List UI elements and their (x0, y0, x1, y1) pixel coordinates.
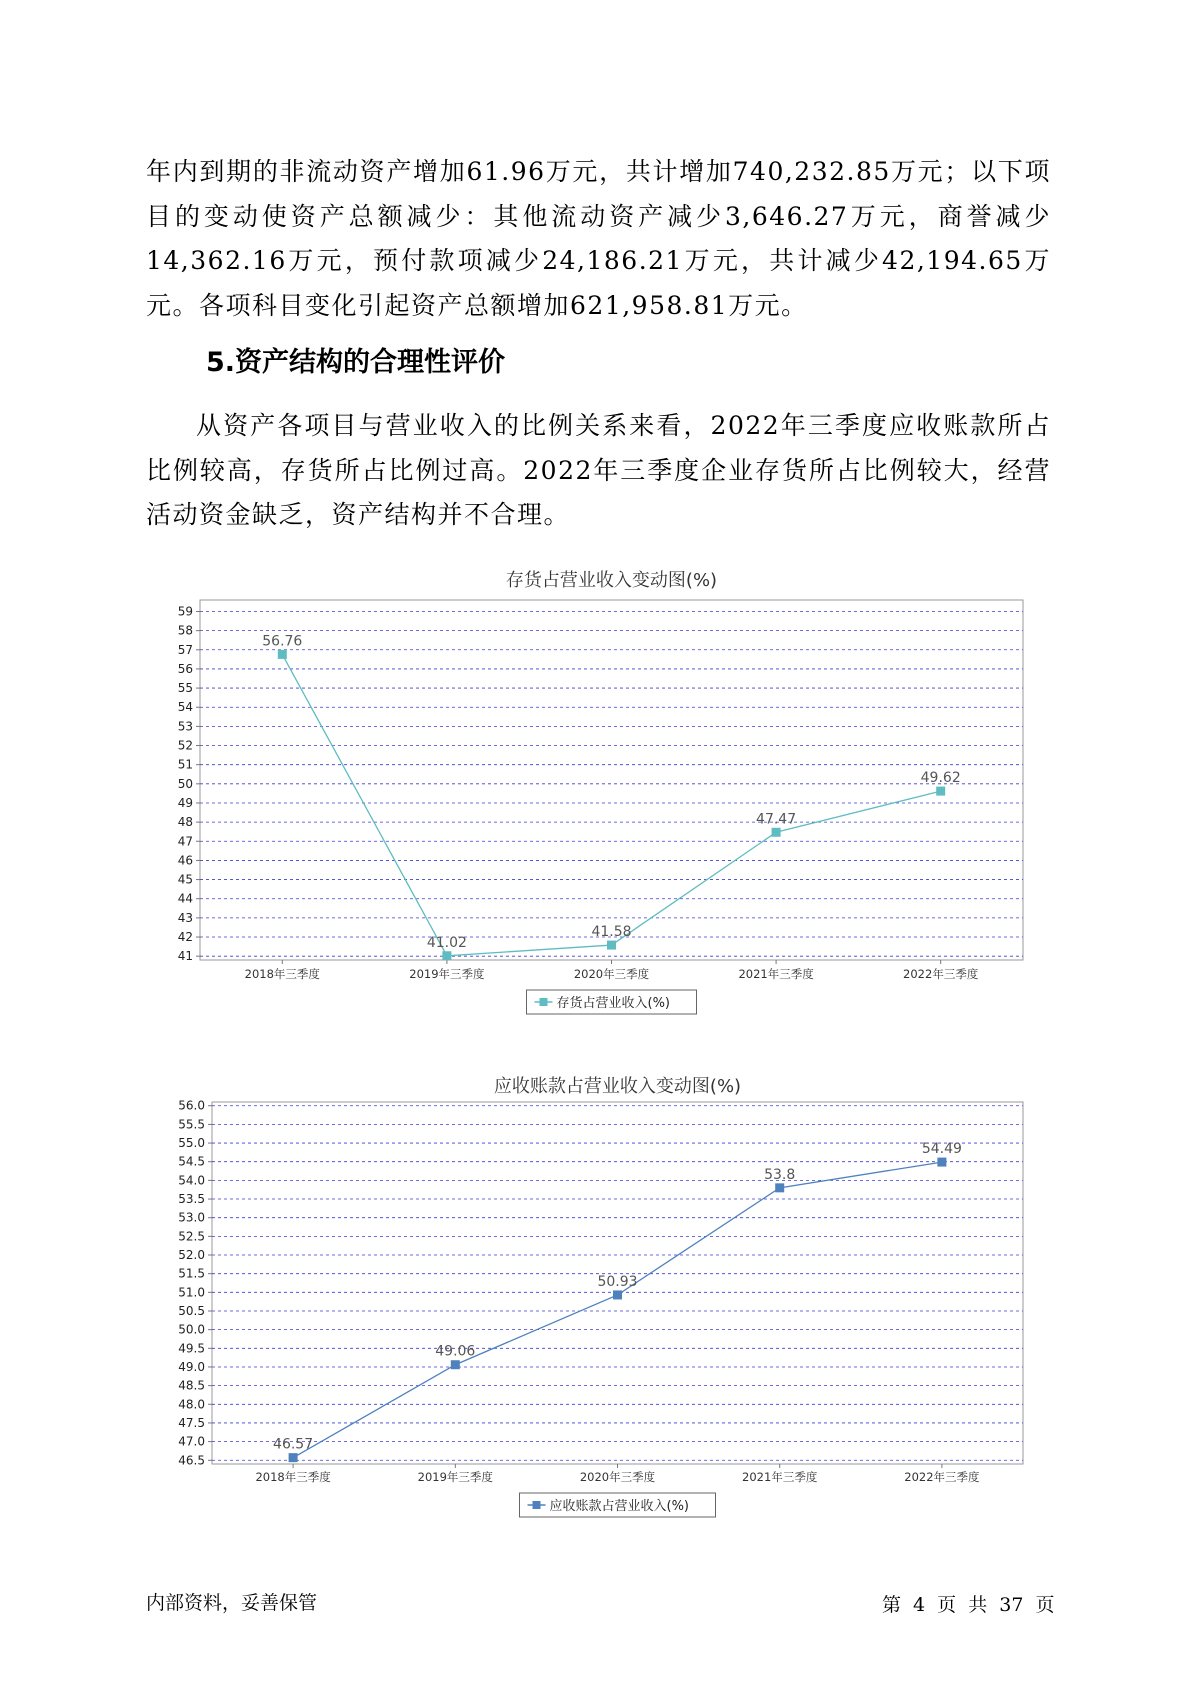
x-tick-label: 2021年三季度 (742, 1470, 818, 1484)
y-tick-label: 53.5 (178, 1192, 205, 1207)
data-label: 50.93 (597, 1273, 638, 1290)
paragraph-text: 年内到期的非流动资产增加61.96万元，共计增加740,232.85万元；以下项目的变动使资产总额减少：其他流动资产减少3,646.27万元，商誉减少14,362.16万元，预付款项减少24,186.21万元，共计减少42,194.65万元。各项科目变化引起资产总额增加621,958.81万元。 (146, 157, 1051, 320)
y-tick-label: 46 (177, 853, 193, 868)
x-tick-label: 2022年三季度 (904, 1470, 980, 1484)
y-tick-label: 44 (177, 891, 193, 906)
y-tick-label: 51 (177, 757, 193, 772)
data-label: 46.57 (273, 1436, 314, 1453)
y-tick-label: 49.5 (178, 1341, 205, 1356)
x-tick-label: 2019年三季度 (409, 967, 485, 981)
data-point (936, 787, 945, 796)
y-tick-label: 56 (177, 661, 193, 676)
y-tick-label: 45 (177, 872, 193, 887)
data-label: 49.62 (920, 770, 961, 787)
legend-label: 应收账款占营业收入(%) (549, 1499, 689, 1514)
y-tick-label: 46.5 (178, 1453, 205, 1468)
data-point (772, 828, 781, 837)
y-tick-label: 49 (177, 795, 193, 810)
data-point (613, 1290, 622, 1299)
y-tick-label: 41 (177, 949, 193, 964)
y-tick-label: 52 (177, 738, 193, 753)
plot-area (200, 600, 1023, 960)
body-paragraph (146, 150, 1051, 328)
data-label: 56.76 (262, 633, 303, 650)
chart-title: 存货占营业收入变动图(%) (505, 570, 718, 591)
legend-label: 存货占营业收入(%) (556, 996, 670, 1011)
y-tick-label: 52.0 (178, 1248, 205, 1263)
y-tick-label: 50.5 (178, 1303, 205, 1318)
y-tick-label: 55.5 (178, 1117, 205, 1132)
footer-confidential-note: 内部资料，妥善保管 (146, 1592, 318, 1614)
data-label: 41.02 (426, 934, 467, 951)
y-tick-label: 53.0 (178, 1210, 205, 1225)
y-tick-label: 55.0 (178, 1136, 205, 1151)
y-tick-label: 59 (177, 604, 193, 619)
data-label: 49.06 (435, 1343, 476, 1360)
x-tick-label: 2019年三季度 (417, 1470, 493, 1484)
y-tick-label: 49.0 (178, 1359, 205, 1374)
footer-page-number: 第 4 页 共 37 页 (882, 1594, 1055, 1616)
x-tick-label: 2020年三季度 (573, 967, 650, 981)
legend-marker (540, 998, 548, 1006)
body-paragraph (146, 404, 1051, 538)
y-tick-label: 56.0 (178, 1098, 205, 1113)
paragraph-text: 从资产各项目与营业收入的比例关系来看，2022年三季度应收账款所占比例较高，存货所占比例过高。2022年三季度企业存货所占比例较大，经营活动资金缺乏，资产结构并不合理。 (146, 411, 1051, 529)
data-point (775, 1183, 784, 1192)
y-tick-label: 54.0 (178, 1173, 205, 1188)
data-label: 41.58 (591, 924, 632, 941)
y-tick-label: 52.5 (178, 1229, 205, 1244)
y-tick-label: 50.0 (178, 1322, 205, 1337)
legend-marker (533, 1501, 541, 1509)
data-point (607, 941, 616, 950)
data-point (937, 1158, 946, 1167)
y-tick-label: 50 (177, 776, 193, 791)
y-tick-label: 47.5 (178, 1415, 205, 1430)
y-tick-label: 47.0 (178, 1434, 205, 1449)
data-label: 53.8 (764, 1166, 796, 1183)
x-tick-label: 2022年三季度 (903, 967, 979, 981)
x-tick-label: 2018年三季度 (255, 1470, 331, 1484)
receivables-ratio-chart (0, 1060, 1191, 1520)
y-tick-label: 51.0 (178, 1285, 205, 1300)
data-label: 54.49 (921, 1141, 962, 1158)
y-tick-label: 47 (177, 834, 193, 849)
data-point (451, 1360, 460, 1369)
data-point (278, 650, 287, 659)
y-tick-label: 48 (177, 815, 193, 830)
x-tick-label: 2018年三季度 (244, 967, 320, 981)
inventory-ratio-chart (0, 560, 1191, 1020)
y-tick-label: 54.5 (178, 1154, 205, 1169)
y-tick-label: 43 (177, 910, 193, 925)
y-tick-label: 58 (177, 623, 193, 638)
y-tick-label: 48.0 (178, 1397, 205, 1412)
x-tick-label: 2020年三季度 (579, 1470, 656, 1484)
y-tick-label: 48.5 (178, 1378, 205, 1393)
y-tick-label: 57 (177, 642, 193, 657)
y-tick-label: 51.5 (178, 1266, 205, 1281)
y-tick-label: 53 (177, 719, 193, 734)
chart-title: 应收账款占营业收入变动图(%) (493, 1076, 742, 1097)
y-tick-label: 54 (177, 700, 193, 715)
data-point (289, 1453, 298, 1462)
data-label: 47.47 (756, 811, 797, 828)
y-tick-label: 42 (177, 930, 193, 945)
data-point (442, 951, 451, 960)
x-tick-label: 2021年三季度 (738, 967, 814, 981)
section-heading: 5.资产结构的合理性评价 (206, 347, 506, 378)
y-tick-label: 55 (177, 681, 193, 696)
